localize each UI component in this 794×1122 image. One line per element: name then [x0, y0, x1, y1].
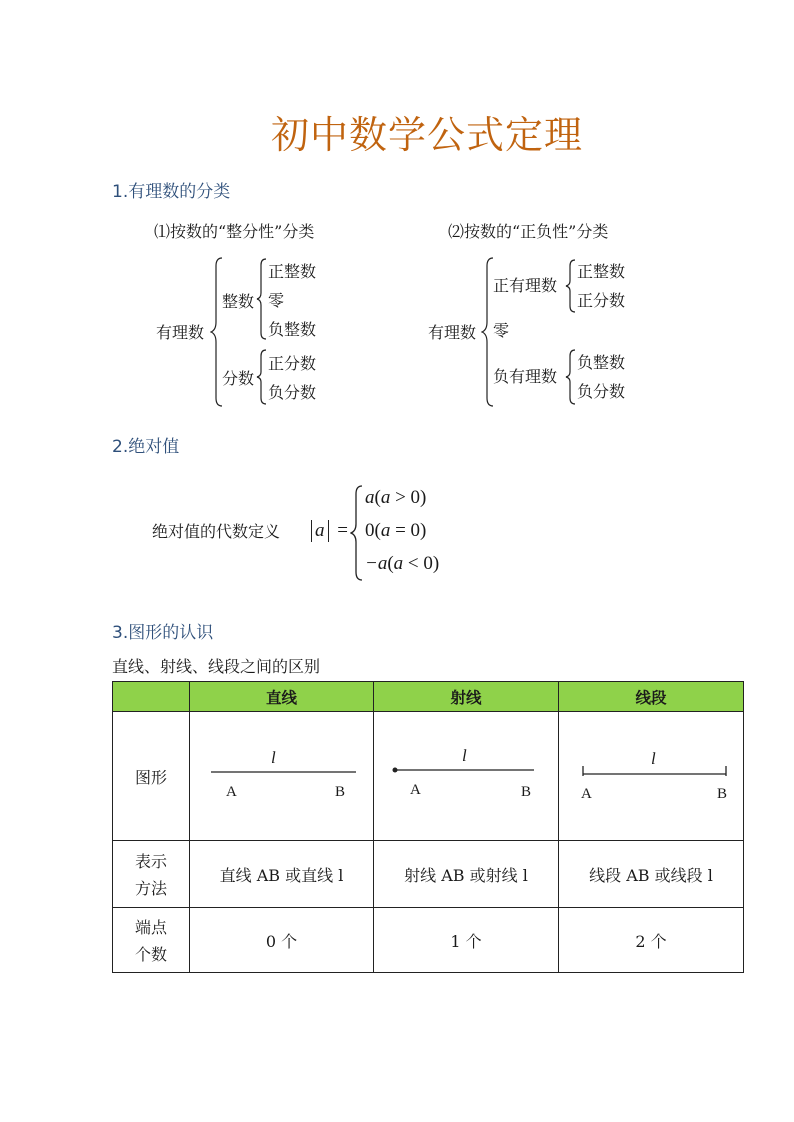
abs-case-3: −a(a < 0) — [365, 553, 440, 574]
table-header-cell: 射线 — [374, 682, 559, 712]
table-cell: 直线 AB 或直线 l — [190, 841, 374, 908]
point-a-label: A — [410, 782, 421, 798]
left-caption: ⑴按数的“整分性”分类 — [154, 222, 315, 241]
ray-label: l — [462, 746, 467, 765]
section-heading-absolute: 2.绝对值 — [112, 437, 180, 457]
abs-case-var: a — [393, 553, 404, 574]
figure-cell-ray — [374, 712, 559, 841]
row-label-line: 方法 — [134, 879, 167, 898]
comparison-table — [112, 681, 744, 973]
ray-figure — [374, 712, 559, 840]
table-row — [113, 712, 744, 841]
abs-lhs: a = — [311, 520, 348, 542]
abs-case-op: = — [395, 520, 406, 541]
table-cell: 射线 AB 或射线 l — [374, 841, 559, 908]
left-group1-label: 整数 — [222, 292, 255, 311]
abs-def-label: 绝对值的代数定义 — [152, 522, 281, 541]
left-group2-item: 负分数 — [268, 383, 317, 402]
right-group1-brace — [565, 258, 577, 314]
table-row — [113, 908, 744, 973]
left-group1-brace — [256, 257, 268, 341]
right-group1-item: 正分数 — [577, 291, 626, 310]
abs-cases-brace — [350, 484, 364, 582]
section-heading-rational: 1.有理数的分类 — [112, 182, 231, 202]
figure-cell-line — [190, 712, 374, 841]
left-group1-item: 零 — [268, 291, 285, 310]
left-group2-item: 正分数 — [268, 354, 317, 373]
section-heading-figures: 3.图形的认识 — [112, 623, 214, 643]
abs-case-expr: a — [365, 487, 375, 508]
right-group2-item: 负整数 — [577, 353, 626, 372]
table-header-cell: 直线 — [190, 682, 374, 712]
left-root: 有理数 — [156, 323, 205, 342]
right-group2-label: 负有理数 — [493, 367, 558, 386]
point-a-label: A — [581, 786, 592, 802]
segment-label: l — [651, 749, 656, 768]
abs-case-var: a — [380, 520, 391, 541]
table-subtitle: 直线、射线、线段之间的区别 — [112, 657, 321, 676]
abs-case-var: a — [380, 487, 391, 508]
segment-figure — [559, 712, 744, 840]
right-zero: 零 — [493, 321, 510, 340]
figure-cell-segment — [559, 712, 744, 841]
row-label-line: 个数 — [134, 945, 167, 964]
row-label — [113, 908, 190, 973]
table-cell: 2 个 — [559, 908, 744, 973]
table-cell: 0 个 — [190, 908, 374, 973]
table-header-cell: 线段 — [559, 682, 744, 712]
table-cell: 线段 AB 或线段 l — [559, 841, 744, 908]
right-group2-brace — [565, 348, 577, 406]
line-figure — [190, 712, 374, 840]
abs-case-val: 0 — [423, 553, 433, 574]
abs-case-val: 0 — [410, 487, 421, 508]
page-title: 初中数学公式定理 — [270, 113, 583, 157]
table-header-row — [113, 682, 744, 712]
row-label-line: 端点 — [134, 918, 167, 937]
abs-case-expr: 0 — [365, 520, 375, 541]
right-caption: ⑵按数的“正负性”分类 — [448, 222, 609, 241]
line-label: l — [271, 748, 276, 767]
abs-case-2: 0(a = 0) — [365, 520, 427, 541]
left-group1-item: 负整数 — [268, 320, 317, 339]
abs-case-val: 0 — [410, 520, 421, 541]
right-group1-item: 正整数 — [577, 262, 626, 281]
abs-case-1: a(a > 0) — [365, 487, 427, 508]
row-label — [113, 841, 190, 908]
abs-lhs-var: a — [315, 520, 325, 541]
point-a-label: A — [226, 784, 237, 800]
table-cell: 1 个 — [374, 908, 559, 973]
left-group2-brace — [256, 348, 268, 406]
point-b-label: B — [717, 786, 728, 802]
left-group2-label: 分数 — [222, 369, 255, 388]
table-row — [113, 841, 744, 908]
right-group2-item: 负分数 — [577, 382, 626, 401]
point-b-label: B — [335, 784, 346, 800]
point-b-label: B — [521, 784, 532, 800]
right-group1-label: 正有理数 — [493, 276, 558, 295]
abs-case-expr: −a — [365, 553, 388, 574]
row-label-line: 表示 — [134, 852, 167, 871]
abs-case-op: < — [407, 553, 419, 574]
row-label: 图形 — [113, 712, 190, 841]
abs-case-op: > — [395, 487, 406, 508]
left-group1-item: 正整数 — [268, 262, 317, 281]
right-root: 有理数 — [428, 323, 477, 342]
table-header-cell — [113, 682, 190, 712]
